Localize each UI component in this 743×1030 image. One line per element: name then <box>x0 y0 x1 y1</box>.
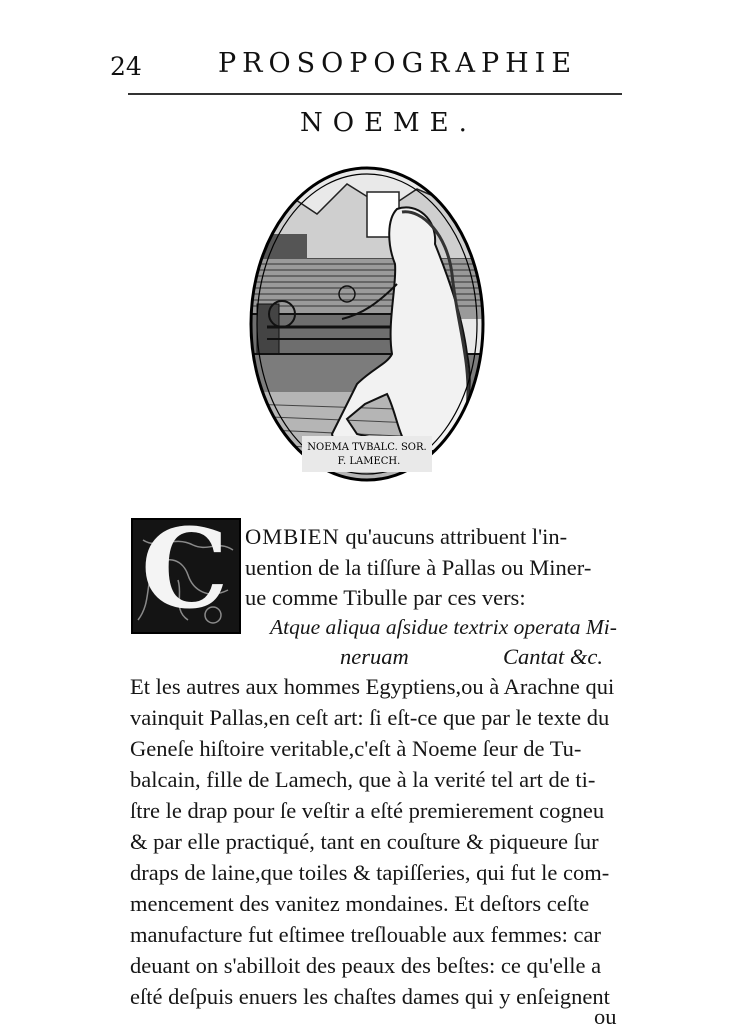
text-line: & par elle practiqué, tant en couſture & piqueure ſur <box>130 829 599 854</box>
text-line: mencement des vanitez mondaines. Et deſtors ceſte <box>130 891 590 916</box>
page-number: 24 <box>110 52 142 81</box>
text-line: manufacture fut eſtimee treſlouable aux femmes: car <box>130 922 602 947</box>
running-title: PROSOPOGRAPHIE <box>218 48 578 79</box>
first-line-rest: qu'aucuns attribuent l'in- <box>345 524 568 549</box>
header-rule <box>128 93 622 95</box>
verse-line: neruam <box>340 644 409 669</box>
section-heading: NOEME. <box>300 108 477 138</box>
text-line: eſté deſpuis enuers les chaſtes dames qui y enſeignent <box>130 984 610 1009</box>
portrait-medallion <box>247 164 487 489</box>
text-line: deuant on s'abilloit des peaux des beſtes: ce qu'elle a <box>130 953 602 978</box>
first-line <box>245 524 567 550</box>
drop-cap-letter: C <box>141 518 229 633</box>
text-line: draps de laine,que toiles & tapiſſeries, qui fut le com- <box>130 860 610 885</box>
catchword: ou <box>594 1004 617 1029</box>
text-line: ue comme Tibulle par ces vers: <box>245 585 526 610</box>
first-word: OMBIEN <box>245 524 340 549</box>
portrait-caption-1: NOEMA TVBALC. SOR. <box>307 442 427 453</box>
decorated-initial <box>131 518 241 634</box>
text-line: Geneſe hiſtoire veritable,c'eſt à Noeme ſeur de Tu- <box>130 736 582 761</box>
portrait-caption-2: F. LAMECH. <box>337 456 401 467</box>
verse-line: Cantat &c. <box>503 644 603 669</box>
text-line: Et les autres aux hommes Egyptiens,ou à Arachne qui <box>130 674 615 699</box>
text-line: vainquit Pallas,en ceſt art: ſi eſt-ce que par le texte du <box>130 705 610 730</box>
text-line: balcain, fille de Lamech, que à la verité tel art de ti- <box>130 767 596 792</box>
text-line: ſtre le drap pour ſe veſtir a eſté premierement cogneu <box>130 798 605 823</box>
text-line: uention de la tiſſure à Pallas ou Miner- <box>245 555 592 580</box>
verse-line: Atque aliqua aſsidue textrix operata Mi- <box>270 615 617 639</box>
